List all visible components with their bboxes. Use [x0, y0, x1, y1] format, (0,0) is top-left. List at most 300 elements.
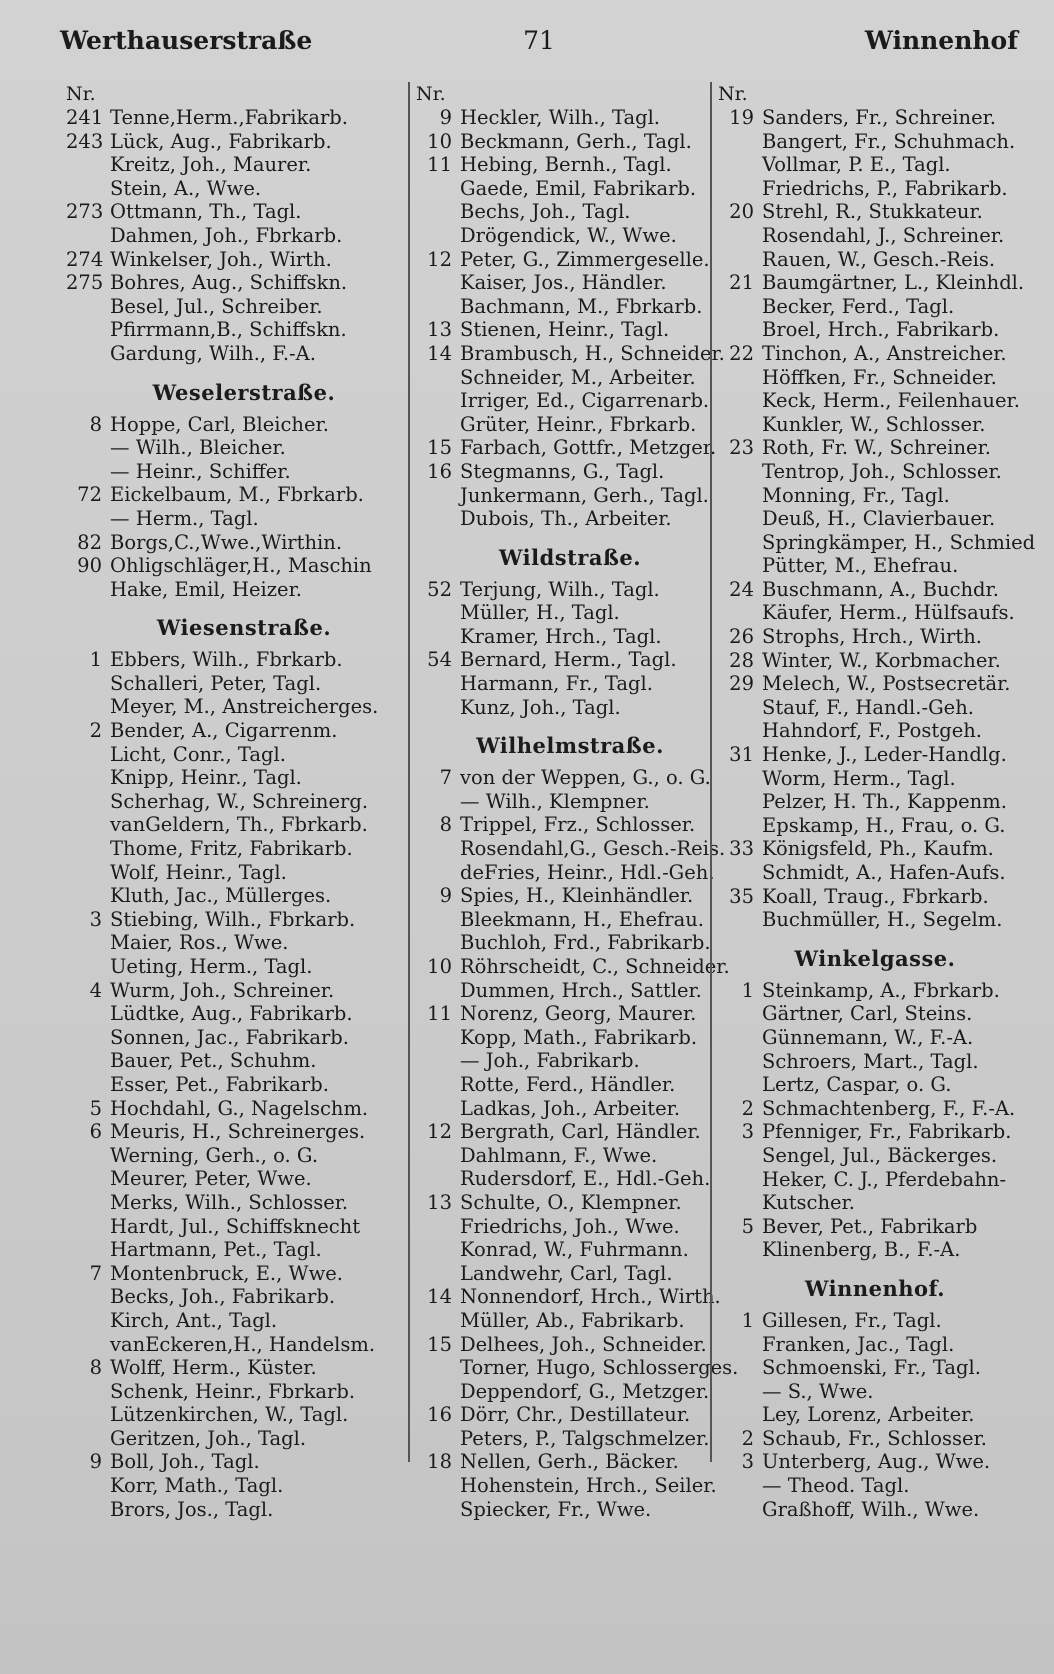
list-item: [718, 1096, 1016, 1121]
house-number: [416, 389, 460, 413]
column-head: Nr.: [416, 83, 446, 105]
resident-entry: Rosendahl, J., Schreiner.: [762, 223, 1005, 247]
list-item: [416, 366, 704, 390]
resident-entry: Baumgärtner, L., Kleinhdl.: [762, 271, 1025, 295]
resident-entry: Beckmann, Gerh., Tagl.: [460, 129, 692, 153]
resident-entry: Meuris, H., Schreinerges.: [110, 1120, 366, 1144]
resident-entry: Farbach, Gottfr., Metzger.: [460, 436, 717, 460]
street-heading: Wildstraße.: [498, 544, 642, 570]
list-item: [718, 1403, 1012, 1427]
list-item: [416, 271, 704, 295]
resident-entry: Dörr, Chr., Destillateur.: [460, 1403, 691, 1427]
house-number: [416, 1097, 460, 1121]
list-item: [718, 342, 1012, 366]
resident-entry: Schneider, M., Arbeiter.: [460, 365, 696, 389]
resident-entry: Montenbruck, E., Wwe.: [110, 1261, 344, 1285]
house-number: 9: [439, 106, 452, 129]
house-number: 14: [427, 341, 452, 365]
list-item: [416, 1120, 704, 1144]
resident-entry: Unterberg, Aug., Wwe.: [762, 1450, 991, 1474]
house-number: 31: [729, 743, 754, 767]
house-number: 13: [427, 1190, 452, 1214]
house-number: 273: [66, 200, 104, 224]
house-number: [718, 1380, 762, 1404]
house-number: [66, 1191, 110, 1215]
house-number: [66, 1427, 110, 1451]
column-3: [712, 82, 1036, 1521]
house-number: [718, 484, 762, 508]
house-number: [416, 1262, 460, 1286]
resident-entry: Koall, Traug., Fbrkarb.: [762, 884, 989, 908]
list-item: [718, 248, 1012, 272]
list-item: [718, 719, 1012, 743]
resident-entry: Stein, A., Wwe.: [110, 176, 262, 200]
resident-entry: Rotte, Ferd., Händler.: [460, 1072, 676, 1096]
house-number: [66, 1002, 110, 1026]
list-item: [718, 1191, 1012, 1215]
list-item: [416, 648, 704, 672]
list-item: [718, 601, 1015, 625]
house-number: 10: [427, 955, 452, 978]
street-heading: Wilhelmstraße.: [476, 733, 664, 759]
resident-entry: Terjung, Wilh., Tagl.: [460, 577, 660, 601]
resident-entry: Junkermann, Gerh., Tagl.: [460, 483, 709, 507]
house-number: [416, 625, 460, 649]
house-number: 13: [427, 318, 452, 342]
house-number: [416, 1498, 460, 1522]
house-number: 5: [89, 1096, 102, 1120]
resident-entry: Hochdahl, G., Nagelschm.: [110, 1096, 369, 1120]
list-item: [416, 1167, 711, 1191]
house-number: [66, 1215, 110, 1239]
house-number: [718, 696, 762, 720]
list-item: [416, 790, 704, 814]
house-number: 4: [89, 978, 102, 1002]
list-item: [718, 1215, 1012, 1239]
resident-entry: Bergrath, Carl, Händler.: [460, 1120, 701, 1144]
list-item: [416, 153, 704, 177]
house-number: [66, 318, 110, 342]
resident-entry: Höffken, Fr., Schneider.: [762, 365, 997, 389]
list-item: [416, 1450, 704, 1474]
list-item: [416, 1426, 710, 1451]
list-item: [718, 318, 1012, 342]
column-head: Nr.: [718, 83, 748, 105]
list-item: [416, 1073, 704, 1097]
list-item: [66, 483, 402, 507]
house-number: [718, 248, 762, 272]
house-number: 8: [89, 1356, 102, 1380]
list-item: [66, 578, 402, 602]
resident-entry: Müller, H., Tagl.: [460, 601, 620, 625]
list-item: [66, 1191, 402, 1215]
house-number: [66, 578, 110, 602]
resident-entry: Käufer, Herm., Hülfsaufs.: [762, 601, 1015, 625]
house-number: 1: [89, 648, 102, 672]
house-number: [718, 1050, 762, 1074]
house-number: 9: [89, 1450, 102, 1474]
list-item: [66, 224, 402, 248]
resident-entry: von der Weppen, G., o. G.: [460, 766, 711, 790]
list-item: [66, 1120, 402, 1144]
list-item: [718, 625, 1012, 649]
list-item: [718, 200, 1012, 224]
resident-entry: Kopp, Math., Fabrikarb.: [460, 1025, 698, 1049]
house-number: 2: [89, 719, 102, 743]
list-item: [66, 766, 402, 790]
house-number: 12: [427, 1120, 452, 1144]
resident-entry: Kramer, Hrch., Tagl.: [460, 624, 662, 648]
header-right-street: Winnenhof: [864, 26, 1018, 55]
list-item: [718, 1380, 1012, 1404]
house-number: [718, 366, 762, 390]
house-number: [416, 1427, 460, 1451]
list-item: [66, 1238, 402, 1262]
resident-entry: Stegmanns, G., Tagl.: [460, 459, 665, 483]
resident-entry: Gardung, Wilh., F.-A.: [110, 341, 316, 365]
house-number: [416, 177, 460, 201]
resident-entry: Dummen, Hrch., Sattler.: [460, 978, 702, 1002]
resident-entry: Heckler, Wilh., Tagl.: [460, 106, 660, 129]
house-number: [416, 1026, 460, 1050]
resident-entry: Geritzen, Joh., Tagl.: [110, 1426, 307, 1450]
resident-entry: Friedrichs, P., Fabrikarb.: [762, 176, 1008, 200]
list-item: [66, 1285, 402, 1309]
column-head: Nr.: [66, 83, 96, 105]
resident-entry: Boll, Joh., Tagl.: [110, 1450, 260, 1474]
list-item: [718, 1026, 1012, 1050]
house-number: [66, 177, 110, 201]
house-number: 16: [427, 459, 452, 483]
list-item: [66, 1333, 402, 1357]
house-number: [66, 1073, 110, 1097]
resident-entry: Hake, Emil, Heizer.: [110, 577, 302, 601]
list-item: [66, 177, 402, 201]
resident-entry: Kirch, Ant., Tagl.: [110, 1308, 278, 1332]
street-heading: Winkelgasse.: [794, 945, 956, 971]
list-item: [66, 1356, 402, 1380]
column-1: [60, 82, 408, 1521]
resident-entry: Peter, G., Zimmergeselle.: [460, 247, 710, 271]
list-item: [718, 366, 1012, 390]
resident-entry: — Wilh., Bleicher.: [110, 436, 286, 460]
resident-entry: Eickelbaum, M., Fbrkarb.: [110, 483, 364, 507]
resident-entry: Klinenberg, B., F.-A.: [762, 1238, 961, 1262]
resident-entry: Stauf, F., Handl.-Geh.: [762, 695, 974, 719]
house-number: [718, 719, 762, 743]
resident-entry: Schenk, Heinr., Fbrkarb.: [110, 1379, 356, 1403]
resident-entry: Gaede, Emil, Fabrikarb.: [460, 176, 697, 200]
list-item: [416, 884, 704, 908]
house-number: [416, 224, 460, 248]
house-number: 14: [427, 1285, 452, 1309]
resident-entry: — Herm., Tagl.: [110, 506, 259, 530]
list-item: [66, 295, 402, 319]
house-number: [66, 743, 110, 767]
resident-entry: Tenne,Herm.,Fabrikarb.: [110, 106, 348, 129]
list-item: [66, 271, 402, 295]
street-heading: Wiesenstraße.: [156, 615, 332, 641]
list-item: [718, 153, 1012, 177]
list-item: [718, 1168, 1012, 1192]
house-number: [416, 200, 460, 224]
house-number: [66, 295, 110, 319]
list-item: [416, 860, 715, 885]
house-number: [416, 1073, 460, 1097]
list-item: [718, 1427, 1012, 1451]
list-item: [66, 413, 402, 437]
resident-entry: Wolff, Herm., Küster.: [110, 1356, 317, 1380]
resident-entry: Deppendorf, G., Metzger.: [460, 1379, 710, 1403]
resident-entry: Brors, Jos., Tagl.: [110, 1497, 274, 1521]
resident-entry: Wolf, Heinr., Tagl.: [110, 860, 287, 884]
resident-entry: Lertz, Caspar, o. G.: [762, 1073, 952, 1097]
house-number: [416, 271, 460, 295]
resident-entry: Borgs,C.,Wwe.,Wirthin.: [110, 530, 343, 554]
resident-entry: Ottmann, Th., Tagl.: [110, 200, 302, 224]
house-number: [66, 813, 110, 837]
house-number: [416, 696, 460, 720]
list-item: [66, 931, 402, 955]
list-item: [66, 790, 402, 814]
resident-entry: Keck, Herm., Feilenhauer.: [762, 389, 1020, 413]
resident-entry: Scherhag, W., Schreinerg.: [110, 789, 369, 813]
resident-entry: Licht, Conr., Tagl.: [110, 742, 286, 766]
list-item: [66, 460, 402, 484]
list-item: [66, 318, 402, 342]
resident-entry: Rauen, W., Gesch.-Reis.: [762, 247, 996, 271]
resident-entry: Königsfeld, Ph., Kaufm.: [762, 837, 994, 861]
house-number: [66, 507, 110, 531]
list-item: [66, 1002, 402, 1026]
resident-entry: Henke, J., Leder-Handlg.: [762, 743, 1007, 767]
list-item: [66, 861, 402, 885]
resident-entry: Schalleri, Peter, Tagl.: [110, 671, 322, 695]
list-item: [416, 1309, 704, 1333]
house-number: 82: [77, 530, 102, 554]
resident-entry: Maier, Ros., Wwe.: [110, 931, 289, 955]
resident-entry: Pelzer, H. Th., Kappenm.: [762, 790, 1007, 814]
list-item: [718, 578, 1012, 602]
house-number: [66, 342, 110, 366]
list-item: [718, 1498, 1012, 1522]
resident-entry: Heker, C. J., Pferdebahn-: [762, 1167, 1007, 1191]
resident-entry: Esser, Pet., Fabrikarb.: [110, 1072, 329, 1096]
house-number: [718, 908, 762, 932]
list-item: [416, 460, 704, 484]
house-number: 52: [427, 577, 452, 601]
list-item: [718, 649, 1012, 673]
list-item: [66, 1474, 402, 1498]
house-number: [718, 1498, 762, 1522]
resident-entry: Bechs, Joh., Tagl.: [460, 200, 631, 224]
house-number: [718, 1073, 762, 1097]
resident-entry: Werning, Gerh., o. G.: [110, 1143, 319, 1167]
house-number: 11: [427, 1002, 452, 1026]
list-item: [416, 955, 730, 979]
list-item: [66, 719, 402, 743]
header-left-street: Werthauserstraße: [60, 26, 313, 55]
resident-entry: vanGeldern, Th., Fbrkarb.: [110, 813, 368, 837]
house-number: [66, 436, 110, 460]
list-item: [66, 672, 402, 696]
house-number: [718, 224, 762, 248]
resident-entry: Kluth, Jac., Müllerges.: [110, 884, 332, 908]
resident-entry: Stienen, Heinr., Tagl.: [460, 318, 670, 342]
house-number: 8: [439, 813, 452, 837]
resident-entry: Sengel, Jul., Bäckerges.: [762, 1143, 998, 1167]
list-item: [718, 271, 1025, 295]
list-item: [718, 1309, 1012, 1333]
resident-entry: Buschmann, A., Buchdr.: [762, 577, 999, 601]
house-number: [66, 837, 110, 861]
house-number: 26: [729, 625, 754, 649]
house-number: 23: [729, 436, 754, 460]
house-number: [718, 318, 762, 342]
resident-entry: Nellen, Gerh., Bäcker.: [460, 1450, 679, 1474]
resident-entry: Sanders, Fr., Schreiner.: [762, 106, 997, 129]
resident-entry: Meurer, Peter, Wwe.: [110, 1167, 312, 1191]
house-number: [66, 931, 110, 955]
resident-entry: Drögendick, W., Wwe.: [460, 223, 677, 247]
resident-entry: — Wilh., Klempner.: [460, 789, 650, 813]
house-number: 241: [66, 106, 104, 129]
list-item: [718, 1450, 1012, 1474]
list-item: [416, 1285, 721, 1309]
list-item: [416, 483, 709, 508]
resident-entry: Melech, W., Postsecretär.: [762, 672, 1011, 696]
list-item: [66, 200, 402, 224]
house-number: [416, 1309, 460, 1333]
list-item: [718, 885, 1012, 909]
house-number: 16: [427, 1403, 452, 1427]
resident-entry: Ley, Lorenz, Arbeiter.: [762, 1403, 975, 1427]
list-item: [718, 413, 1012, 437]
list-item: [416, 224, 704, 248]
resident-entry: Epskamp, H., Frau, o. G.: [762, 813, 1006, 837]
house-number: 10: [427, 129, 452, 153]
house-number: [66, 1144, 110, 1168]
list-item: [66, 1026, 402, 1050]
list-item: [416, 601, 704, 625]
house-number: 18: [427, 1450, 452, 1474]
list-item: [66, 1498, 402, 1522]
column-2: [410, 82, 739, 1521]
house-number: [416, 931, 460, 955]
house-number: [66, 672, 110, 696]
list-item: [416, 1097, 704, 1121]
house-number: [416, 1238, 460, 1262]
resident-entry: Broel, Hrch., Fabrikarb.: [762, 318, 1000, 342]
list-item: [416, 1379, 710, 1404]
list-item: [416, 130, 704, 154]
list-item: [718, 224, 1012, 248]
list-item: [718, 389, 1020, 413]
house-number: [416, 601, 460, 625]
house-number: [66, 695, 110, 719]
resident-entry: Schulte, O., Klempner.: [460, 1190, 682, 1214]
list-item: [66, 813, 402, 837]
list-item: [416, 389, 710, 413]
house-number: [416, 1380, 460, 1404]
resident-entry: Peters, P., Talgschmelzer.: [460, 1426, 710, 1450]
street-heading: Winnenhof.: [804, 1275, 946, 1301]
list-item: [416, 931, 711, 955]
resident-entry: Bender, A., Cigarrenm.: [110, 719, 338, 743]
list-item: [66, 1049, 402, 1073]
list-item: [718, 908, 1012, 932]
resident-entry: Gillesen, Fr., Tagl.: [762, 1308, 942, 1332]
resident-entry: Bohres, Aug., Schiffskn.: [110, 271, 348, 295]
resident-entry: Lück, Aug., Fabrikarb.: [110, 129, 332, 153]
resident-entry: Dubois, Th., Arbeiter.: [460, 507, 672, 531]
house-number: 90: [77, 554, 102, 578]
list-item: [66, 1309, 402, 1333]
house-number: [66, 1167, 110, 1191]
resident-entry: Pütter, M., Ehefrau.: [762, 554, 959, 578]
resident-entry: Roth, Fr. W., Schreiner.: [762, 436, 991, 460]
resident-entry: — Heinr., Schiffer.: [110, 459, 291, 483]
house-number: 54: [427, 648, 452, 672]
list-item: [718, 861, 1012, 885]
house-number: [66, 1238, 110, 1262]
resident-entry: Winter, W., Korbmacher.: [762, 648, 1001, 672]
house-number: 275: [66, 271, 104, 295]
house-number: [66, 1285, 110, 1309]
house-number: [718, 531, 762, 555]
resident-entry: Bernard, Herm., Tagl.: [460, 648, 677, 672]
list-item: [718, 1144, 1012, 1168]
house-number: [718, 1002, 762, 1026]
resident-entry: Tinchon, A., Anstreicher.: [762, 341, 1007, 365]
resident-entry: Wurm, Joh., Schreiner.: [110, 978, 335, 1002]
house-number: [718, 861, 762, 885]
resident-entry: Monning, Fr., Tagl.: [762, 483, 950, 507]
resident-entry: Graßhoff, Wilh., Wwe.: [762, 1497, 980, 1521]
resident-entry: Schaub, Fr., Schlosser.: [762, 1426, 987, 1450]
house-number: [718, 177, 762, 201]
house-number: 24: [729, 577, 754, 601]
resident-entry: Kreitz, Joh., Maurer.: [110, 153, 312, 177]
list-item: [718, 554, 1012, 578]
list-item: [718, 979, 1012, 1003]
house-number: 274: [66, 247, 104, 271]
resident-entry: vanEckeren,H., Handelsm.: [110, 1332, 376, 1356]
resident-entry: Thome, Fritz, Fabrikarb.: [110, 837, 353, 861]
resident-entry: Bleekmann, H., Ehefrau.: [460, 907, 704, 931]
list-item: [718, 767, 1012, 791]
list-item: [416, 106, 704, 130]
house-number: [718, 601, 762, 625]
resident-entry: Hohenstein, Hrch., Seiler.: [460, 1474, 717, 1498]
list-item: [66, 648, 402, 672]
list-item: [718, 1333, 1012, 1357]
resident-entry: Tentrop, Joh., Schlosser.: [762, 459, 1002, 483]
house-number: 28: [729, 648, 754, 672]
resident-entry: Ohligschläger,H., Maschin: [110, 554, 372, 578]
house-number: [66, 1049, 110, 1073]
resident-entry: Schmoenski, Fr., Tagl.: [762, 1356, 981, 1380]
list-item: [718, 436, 1012, 460]
resident-entry: Norenz, Georg, Maurer.: [460, 1002, 697, 1026]
resident-entry: Strehl, R., Stukkateur.: [762, 200, 983, 224]
list-item: [66, 1262, 402, 1286]
resident-entry: Schroers, Mart., Tagl.: [762, 1049, 979, 1073]
list-item: [416, 625, 704, 649]
resident-entry: Landwehr, Carl, Tagl.: [460, 1261, 673, 1285]
list-item: [66, 554, 402, 578]
list-item: [718, 1356, 1012, 1380]
